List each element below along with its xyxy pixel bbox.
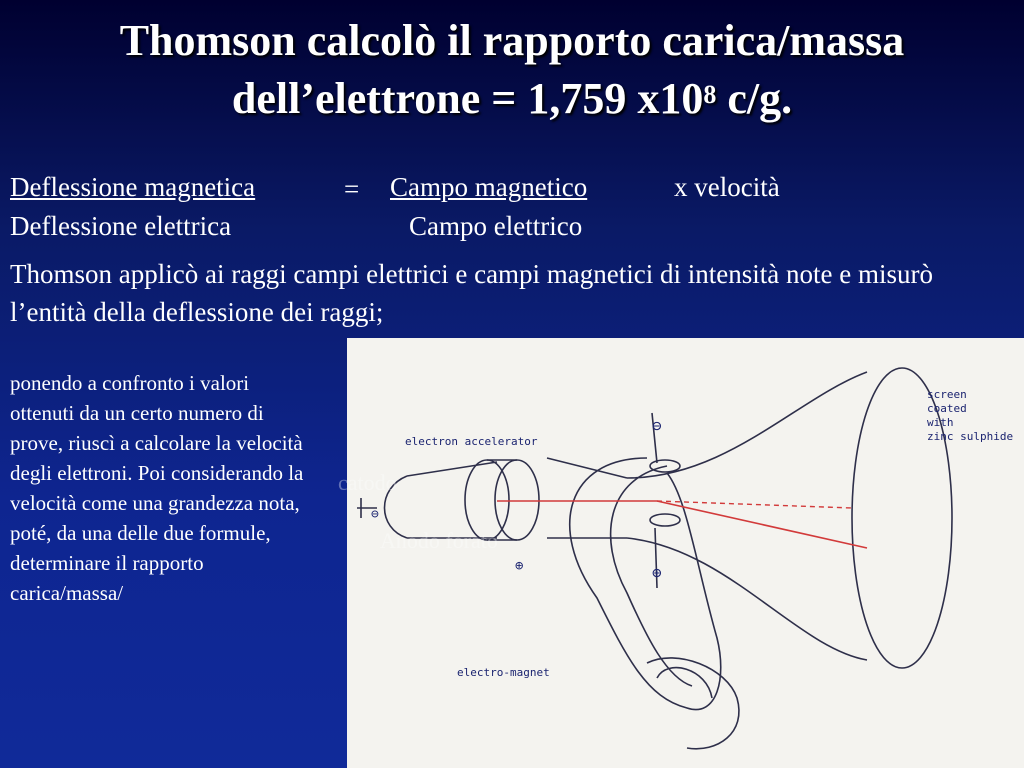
sign-bottom-icon: ⊕ <box>652 563 662 582</box>
plate-bottom <box>650 514 680 526</box>
formula-denominator-left: Deflessione elettrica <box>10 211 232 241</box>
side-paragraph: ponendo a confronto i valori ottenuti da un certo numero di prove, riuscì a calcolare la velocità degli elettroni. Poi considerando la velocità come una grandezza nota, poté, da una delle due formule, determinare il rapporto carica/massa/ <box>10 371 304 605</box>
title-line-2-unit: c/g. <box>716 74 793 123</box>
body-paragraph: Thomson applicò ai raggi campi elettrici e campi magnetici di intensità note e misurò l’entità della deflessione dei raggi; <box>10 259 933 327</box>
overlay-anodo-forato: Anodo forato <box>380 528 498 553</box>
formula-denominator-right: Campo elettrico <box>409 211 583 241</box>
formula-equals: = <box>344 174 360 204</box>
title-line-2-text: dell’elettrone = 1,759 x10 <box>231 74 704 123</box>
magnet-coil-outer <box>570 458 721 710</box>
title-exponent: 8 <box>703 80 717 109</box>
label-screen-1: screen <box>927 388 967 401</box>
tube-neck <box>407 458 627 538</box>
sign-anode-icon: ⊕ <box>515 558 524 574</box>
slide-title <box>0 12 1024 128</box>
title-line-1: Thomson calcolò il rapporto carica/massa <box>119 16 905 65</box>
accelerator-front <box>495 460 539 540</box>
label-screen-3: with <box>927 416 954 429</box>
tube-lower-edge <box>627 538 867 660</box>
sign-top-icon: ⊖ <box>652 416 662 435</box>
overlay-catodo: catodo <box>338 470 397 495</box>
label-accelerator: electron accelerator <box>405 435 538 448</box>
formula-times-velocity: x velocità <box>674 172 780 202</box>
formula-numerator-left: Deflessione magnetica <box>10 172 256 202</box>
formula-numerator-right: Campo magnetico <box>390 172 588 202</box>
label-magnet: electro-magnet <box>457 666 550 679</box>
label-screen-2: coated <box>927 402 967 415</box>
title-line-2 <box>0 70 1024 128</box>
tube-upper-edge <box>627 372 867 478</box>
sign-cathode-icon: ⊖ <box>371 507 379 522</box>
label-screen-4: zinc sulphide <box>927 430 1014 443</box>
